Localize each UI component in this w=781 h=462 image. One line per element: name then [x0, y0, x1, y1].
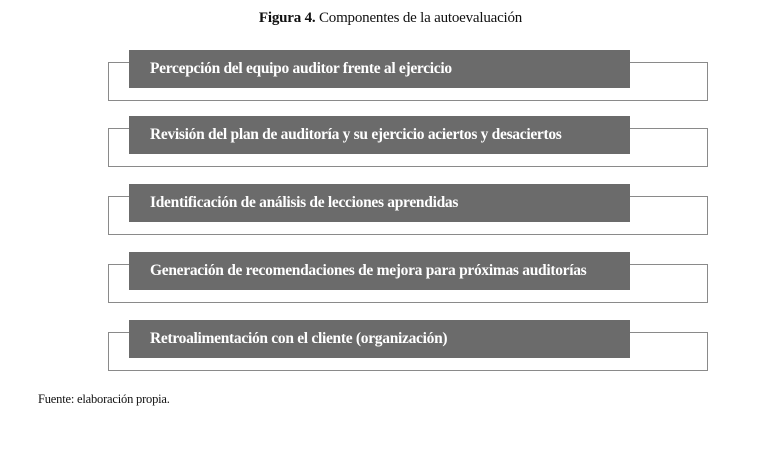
component-label: Generación de recomendaciones de mejora para próximas auditorías [129, 252, 630, 290]
component-label: Revisión del plan de auditoría y su ejercicio aciertos y desaciertos [129, 116, 630, 154]
component-label: Percepción del equipo auditor frente al ejercicio [129, 50, 630, 88]
component-item-client-feedback [108, 320, 708, 372]
component-label: Retroalimentación con el cliente (organización) [129, 320, 630, 358]
component-item-recommendations [108, 252, 708, 304]
component-label: Identificación de análisis de lecciones aprendidas [129, 184, 630, 222]
component-item-plan-review [108, 116, 708, 168]
figure-title: Componentes de la autoevaluación [318, 10, 523, 26]
component-item-perception [108, 50, 708, 102]
source-note: Fuente: elaboración propia. [38, 392, 170, 406]
component-item-lessons-learned [108, 184, 708, 236]
figure-label: Figura 4. [258, 10, 316, 26]
